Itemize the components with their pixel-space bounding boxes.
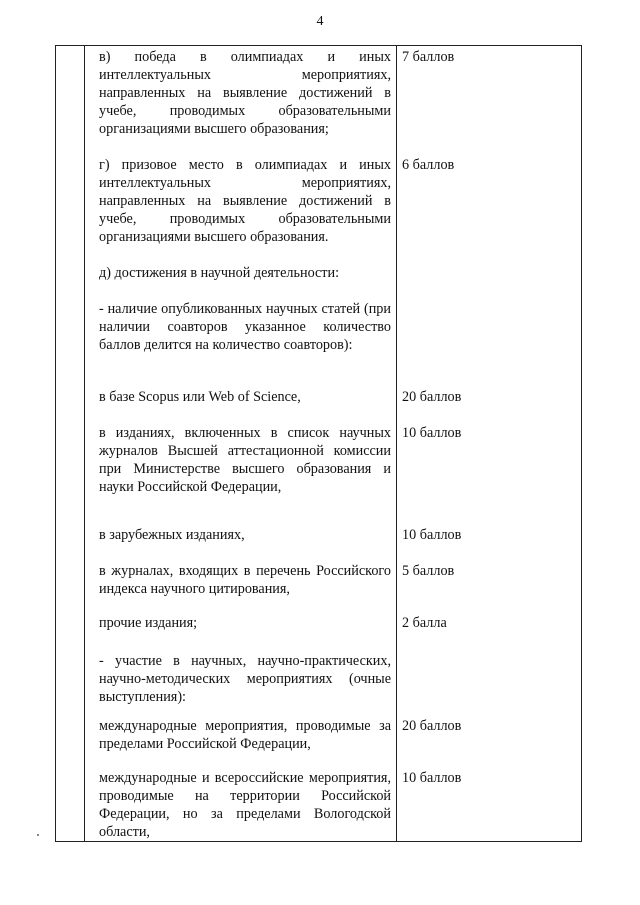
criterion-olympiad-victory: в) победа в олимпиадах и иных интеллектуальных мероприятиях, направленных на выявление достижений в учебе, проводимых образовательными организациями высшего образования; — [99, 49, 391, 137]
criterion-scopus: в базе Scopus или Web of Science, — [99, 389, 301, 405]
criterion-rinc-journals: в журналах, входящих в перечень Российского индекса научного цитирования, — [99, 563, 391, 597]
criterion-foreign-publications: в зарубежных изданиях, — [99, 527, 245, 543]
criterion-olympiad-prize: г) призовое место в олимпиадах и иных интеллектуальных мероприятиях, направленных на выявление достижений в учебе, проводимых образовательными организациями высшего образования. — [99, 157, 391, 245]
criterion-science-heading: д) достижения в научной деятельности: — [99, 265, 340, 281]
column-divider-right — [396, 46, 397, 841]
points-foreign-publications: 10 баллов — [402, 527, 462, 543]
criterion-international-russia: международные и всероссийские мероприятия, проводимые на территории Российской Федерации, но за пределами Вологодской области, — [99, 770, 391, 840]
points-rinc-journals: 5 баллов — [402, 563, 455, 579]
points-olympiad-prize: 6 баллов — [402, 157, 455, 173]
points-other-publications: 2 балла — [402, 615, 447, 631]
criterion-other-publications: прочие издания; — [99, 615, 198, 631]
points-olympiad-victory: 7 баллов — [402, 49, 455, 65]
criterion-international-abroad: международные мероприятия, проводимые за пределами Российской Федерации, — [99, 718, 391, 752]
scan-artifact — [37, 834, 39, 836]
points-scopus: 20 баллов — [402, 389, 462, 405]
page-number: 4 — [316, 14, 324, 29]
points-international-russia: 10 баллов — [402, 770, 462, 786]
points-vak-journals: 10 баллов — [402, 425, 462, 441]
criterion-events-heading: - участие в научных, научно-практических, научно-методических мероприятиях (очные выступления): — [99, 653, 391, 705]
criterion-vak-journals: в изданиях, включенных в список научных журналов Высшей аттестационной комиссии при Министерстве высшего образования и науки Российской Федерации, — [99, 425, 391, 495]
points-international-abroad: 20 баллов — [402, 718, 462, 734]
criterion-publications-heading: - наличие опубликованных научных статей (при наличии соавторов указанное количество баллов делится на количество соавторов): — [99, 301, 391, 353]
column-divider-left — [84, 46, 85, 841]
